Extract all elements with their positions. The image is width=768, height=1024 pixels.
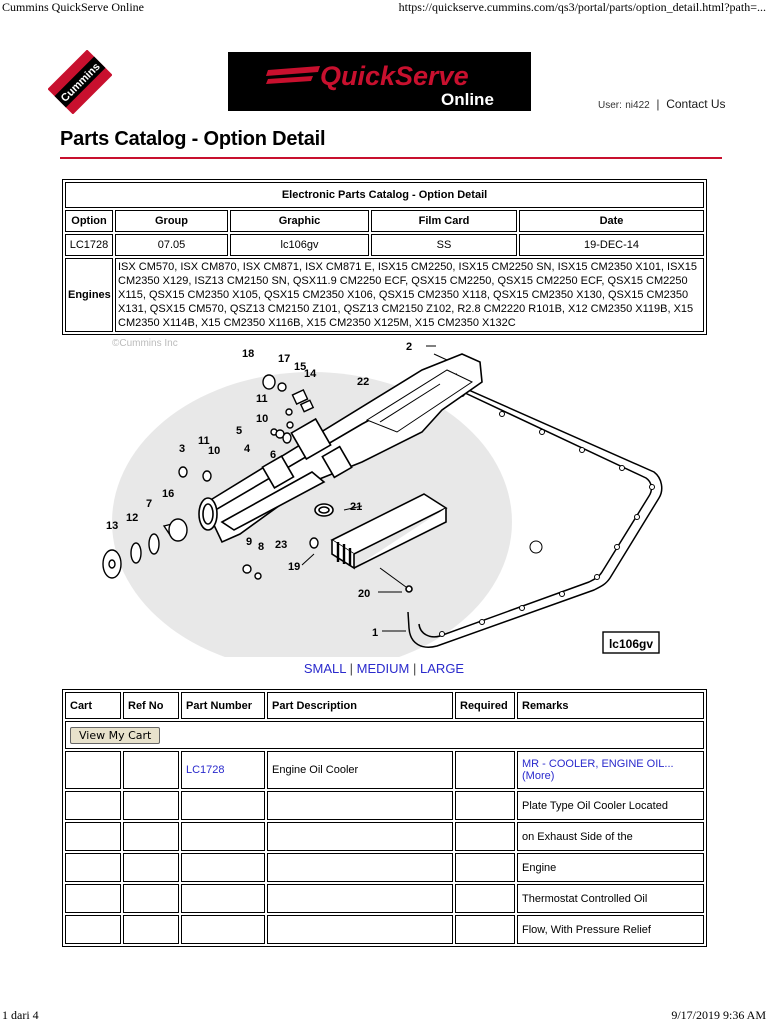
view-my-cart-button[interactable]: View My Cart: [70, 727, 160, 744]
svg-text:2: 2: [406, 341, 413, 353]
image-size-links: [0, 661, 768, 676]
contact-us-link[interactable]: Contact Us: [666, 97, 726, 111]
print-page-title: Cummins QuickServe Online: [2, 0, 144, 14]
col-part-number: Part Number: [181, 692, 265, 719]
svg-text:11: 11: [256, 393, 268, 405]
cummins-watermark: [112, 372, 512, 657]
remarks-cell: Plate Type Oil Cooler Located: [517, 791, 704, 820]
user-label: User:: [598, 100, 622, 111]
user-name: ni422: [625, 100, 650, 111]
svg-text:7: 7: [146, 498, 153, 510]
banner-subtitle: Online: [441, 90, 494, 109]
table-row: [65, 822, 704, 851]
svg-text:21: 21: [350, 501, 363, 513]
option-value: LC1728: [65, 234, 113, 256]
ref-no-cell: [123, 751, 179, 789]
svg-text:6: 6: [270, 449, 277, 461]
table-row: [65, 751, 704, 789]
table-row: [65, 853, 704, 882]
svg-text:16: 16: [162, 488, 175, 500]
svg-text:20: 20: [358, 588, 371, 600]
logo-text: Cummins: [58, 60, 103, 105]
svg-text:9: 9: [246, 536, 253, 548]
svg-text:10: 10: [256, 413, 269, 425]
svg-text:10: 10: [208, 445, 221, 457]
remarks-link[interactable]: MR - COOLER, ENGINE OIL...: [522, 758, 674, 770]
col-cart: Cart: [65, 692, 121, 719]
size-small-link[interactable]: SMALL: [303, 661, 347, 676]
remarks-cell: Thermostat Controlled Oil: [517, 884, 704, 913]
title-divider: [60, 157, 722, 159]
banner-title: QuickServe: [320, 61, 469, 91]
remarks-more-link[interactable]: (More): [522, 770, 555, 782]
col-ref-no: Ref No: [123, 692, 179, 719]
cummins-logo: [48, 50, 112, 114]
col-film-card: Film Card: [371, 210, 517, 232]
diagram-copyright: ©Cummins Inc: [112, 338, 178, 349]
part-description-cell: Engine Oil Cooler: [267, 751, 453, 789]
group-value: 07.05: [115, 234, 228, 256]
print-footer: [0, 1008, 768, 1024]
remarks-cell: on Exhaust Side of the: [517, 822, 704, 851]
svg-text:4: 4: [244, 443, 251, 455]
svg-text:5: 5: [236, 425, 243, 437]
svg-text:1: 1: [372, 627, 379, 639]
size-separator: |: [413, 661, 417, 676]
col-date: Date: [519, 210, 704, 232]
col-group: Group: [115, 210, 228, 232]
table-row: [65, 884, 704, 913]
col-graphic: Graphic: [230, 210, 369, 232]
svg-text:22: 22: [357, 376, 370, 388]
print-header: [0, 0, 768, 16]
option-detail-table: [62, 179, 707, 335]
svg-text:11: 11: [198, 435, 210, 447]
graphic-id-box: [603, 632, 659, 653]
svg-text:14: 14: [304, 368, 317, 380]
cart-cell: [65, 751, 121, 789]
print-url: https://quickserve.cummins.com/qs3/portal/parts/option_detail.html?path=...: [398, 0, 766, 14]
quickserve-banner: [228, 52, 531, 111]
required-cell: [455, 751, 515, 789]
svg-text:3: 3: [179, 443, 186, 455]
svg-text:18: 18: [242, 348, 255, 360]
col-remarks: Remarks: [517, 692, 704, 719]
svg-text:19: 19: [288, 561, 301, 573]
svg-text:13: 13: [106, 520, 119, 532]
engines-list: ISX CM570, ISX CM870, ISX CM871, ISX CM871 E, ISX15 CM2250, ISX15 CM2250 SN, ISX15 CM2350 X101, ISX15 CM2350 X129, ISZ13 CM2150 SN, QSX11.9 CM2250 ECF, QSX15 CM2250, QSX15 CM2250 ECF, QSX15 CM2250 X115, QSX15 CM2350 X105, QSX15 CM2350 X106, QSX15 CM2350 X118, QSX15 CM2350 X130, QSX15 CM2350 X131, QSX15 CM570, QSZ13 CM2150 Z101, QSZ13 CM2150 Z102, R2.8 CM2220 R101B, X12 CM2350 X119B, X15 CM2350 X114B, X15 CM2350 X116B, X15 CM2350 X125M, X15 CM2350 X132C: [115, 258, 704, 332]
user-separator: |: [656, 97, 660, 111]
size-medium-link[interactable]: MEDIUM: [356, 661, 410, 676]
print-timestamp: 9/17/2019 9:36 AM: [671, 1008, 766, 1022]
svg-text:12: 12: [126, 512, 139, 524]
size-large-link[interactable]: LARGE: [420, 661, 465, 676]
table-row: [65, 791, 704, 820]
remarks-cell: [517, 751, 704, 789]
svg-text:15: 15: [294, 361, 307, 373]
engines-label: Engines: [65, 258, 113, 332]
view-cart-cell: [65, 721, 704, 749]
part-number-link[interactable]: LC1728: [186, 764, 225, 776]
print-page-number: 1 dari 4: [2, 1008, 39, 1022]
svg-text:17: 17: [278, 353, 291, 365]
svg-text:lc106gv: lc106gv: [608, 637, 654, 651]
graphic-value: lc106gv: [230, 234, 369, 256]
size-separator: |: [349, 661, 354, 676]
col-part-description: Part Description: [267, 692, 453, 719]
table-row: [65, 915, 704, 944]
remarks-cell: Engine: [517, 853, 704, 882]
col-required: Required: [455, 692, 515, 719]
svg-text:23: 23: [275, 539, 288, 551]
part-number-cell: [181, 751, 265, 789]
parts-table: [62, 689, 707, 947]
user-bar: [598, 97, 726, 111]
remarks-cell: Flow, With Pressure Relief: [517, 915, 704, 944]
film-card-value: SS: [371, 234, 517, 256]
date-value: 19-DEC-14: [519, 234, 704, 256]
svg-text:8: 8: [258, 541, 265, 553]
col-option: Option: [65, 210, 113, 232]
parts-diagram[interactable]: [62, 332, 722, 657]
page-title: Parts Catalog - Option Detail: [60, 128, 326, 150]
option-table-caption: Electronic Parts Catalog - Option Detail: [65, 182, 704, 208]
